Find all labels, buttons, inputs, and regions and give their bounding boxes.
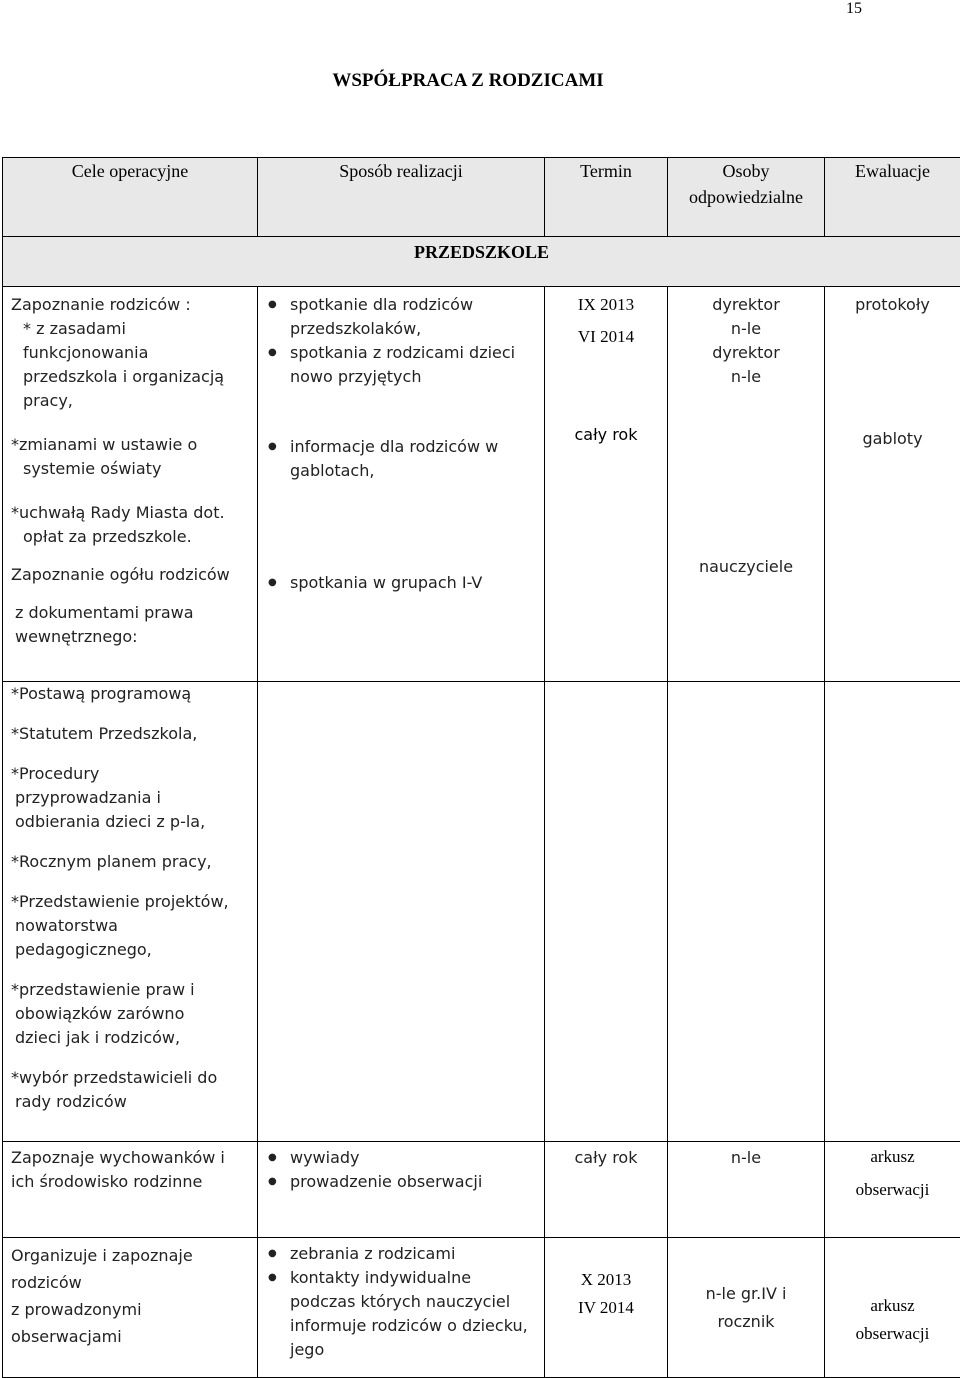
page-number: 15 — [846, 0, 862, 18]
responsible-cell — [668, 1238, 825, 1378]
evaluation-value: gabloty — [825, 427, 960, 451]
evaluation-value: arkusz — [825, 1146, 960, 1168]
term-value: IX 2013 — [545, 293, 667, 317]
term-cell — [545, 287, 668, 682]
term-cell — [545, 1238, 668, 1378]
table-row — [3, 682, 960, 1142]
cooperation-table — [2, 157, 960, 1378]
goal-line: obowiązków zarówno — [11, 1002, 253, 1026]
list-item: ● spotkanie dla rodziców przedszkolaków, — [290, 293, 540, 341]
method-list — [262, 1242, 540, 1362]
goal-line: *Procedury — [11, 762, 253, 786]
table-row — [3, 1142, 960, 1238]
goal-line: rady rodziców — [11, 1090, 253, 1114]
method-cell — [258, 1142, 545, 1238]
list-item: ● prowadzenie obserwacji — [290, 1170, 540, 1194]
evaluation-cell — [825, 1142, 960, 1238]
table-header-row — [3, 158, 960, 237]
header-evaluation: Ewaluacje — [825, 158, 960, 237]
goal-line: Zapoznanie ogółu rodziców — [11, 563, 253, 587]
goal-line: *Statutem Przedszkola, — [11, 722, 253, 746]
responsible-value: n-le — [668, 317, 824, 341]
term-cell — [545, 1142, 668, 1238]
responsible-value: n-le — [668, 365, 824, 389]
header-responsible — [668, 158, 825, 237]
list-item: ● informacje dla rodziców w gablotach, — [290, 435, 540, 483]
goal-cell — [3, 1142, 258, 1238]
goal-line: z prowadzonymi — [11, 1296, 253, 1323]
list-item: ● kontakty indywidualne podczas których nauczyciel informuje rodziców o dziecku, jego — [290, 1266, 540, 1362]
goal-cell — [3, 1238, 258, 1378]
goal-line: Zapoznanie rodziców : — [11, 293, 253, 317]
goal-line: systemie oświaty — [11, 457, 253, 481]
goal-line: przedszkola i organizacją — [11, 365, 253, 389]
goal-line: Organizuje i zapoznaje — [11, 1242, 253, 1269]
goal-line: funkcjonowania — [11, 341, 253, 365]
goal-line: Zapoznaje wychowanków i — [11, 1146, 253, 1170]
goal-line: *wybór przedstawicieli do — [11, 1066, 253, 1090]
list-item: ● spotkania z rodzicami dzieci nowo przyjętych — [290, 341, 540, 389]
responsible-cell — [668, 682, 825, 1142]
method-cell — [258, 287, 545, 682]
responsible-cell — [668, 287, 825, 682]
goal-line: *uchwałą Rady Miasta dot. — [11, 501, 253, 525]
evaluation-cell — [825, 287, 960, 682]
method-list — [262, 571, 540, 595]
list-item: ● zebrania z rodzicami — [290, 1242, 540, 1266]
goal-line: pracy, — [11, 389, 253, 413]
goal-cell — [3, 287, 258, 682]
goal-line: * z zasadami — [11, 317, 253, 341]
term-value: X 2013 — [545, 1266, 667, 1294]
table-row — [3, 287, 960, 682]
goal-item — [11, 722, 253, 746]
goal-line: opłat za przedszkole. — [11, 525, 253, 549]
term-value: cały rok — [545, 1146, 667, 1170]
goal-line: *przedstawienie praw i — [11, 978, 253, 1002]
term-cell — [545, 682, 668, 1142]
term-value: IV 2014 — [545, 1294, 667, 1322]
evaluation-value: obserwacji — [825, 1320, 960, 1348]
responsible-value: n-le — [668, 1146, 824, 1170]
responsible-value: nauczyciele — [668, 555, 824, 579]
document-title: WSPÓŁPRACA Z RODZICAMI — [0, 70, 936, 92]
goal-line: odbierania dzieci z p-la, — [11, 810, 253, 834]
goal-line: wewnętrznego: — [11, 625, 253, 649]
responsible-value: dyrektor — [668, 341, 824, 365]
section-title: PRZEDSZKOLE — [3, 237, 960, 287]
list-item: ● spotkania w grupach I-V — [290, 571, 540, 595]
goal-line: *Rocznym planem pracy, — [11, 850, 253, 874]
goal-line: *zmianami w ustawie o — [11, 433, 253, 457]
method-list — [262, 435, 540, 483]
goal-line: z dokumentami prawa — [11, 601, 253, 625]
goal-item — [11, 978, 253, 1050]
goal-item — [11, 682, 253, 706]
goal-line: rodziców — [11, 1269, 253, 1296]
goal-item — [11, 890, 253, 962]
method-cell — [258, 1238, 545, 1378]
goal-cell — [3, 682, 258, 1142]
goal-item — [11, 850, 253, 874]
header-responsible-line2: odpowiedzialne — [668, 184, 824, 210]
evaluation-value: protokoły — [825, 293, 960, 317]
goal-line: dzieci jak i rodziców, — [11, 1026, 253, 1050]
goal-line: obserwacjami — [11, 1323, 253, 1350]
header-responsible-line1: Osoby — [668, 158, 824, 184]
evaluation-value: obserwacji — [825, 1168, 960, 1212]
goal-item — [11, 762, 253, 834]
header-goals: Cele operacyjne — [3, 158, 258, 237]
method-cell — [258, 682, 545, 1142]
evaluation-cell — [825, 682, 960, 1142]
goal-line: pedagogicznego, — [11, 938, 253, 962]
method-list — [262, 1146, 540, 1194]
evaluation-cell — [825, 1238, 960, 1378]
goal-line: ich środowisko rodzinne — [11, 1170, 253, 1194]
method-list — [262, 293, 540, 389]
header-term: Termin — [545, 158, 668, 237]
responsible-value: dyrektor — [668, 293, 824, 317]
responsible-value: n-le gr.IV i — [668, 1280, 824, 1308]
goal-line: przyprowadzania i — [11, 786, 253, 810]
goal-item — [11, 1066, 253, 1114]
responsible-value: rocznik — [668, 1308, 824, 1336]
evaluation-value: arkusz — [825, 1292, 960, 1320]
section-row — [3, 237, 960, 287]
goal-line: *Przedstawienie projektów, — [11, 890, 253, 914]
list-item: ● wywiady — [290, 1146, 540, 1170]
header-method: Sposób realizacji — [258, 158, 545, 237]
goal-line: nowatorstwa — [11, 914, 253, 938]
goal-line: *Postawą programową — [11, 682, 253, 706]
table-row — [3, 1238, 960, 1378]
term-value: VI 2014 — [545, 317, 667, 357]
responsible-cell — [668, 1142, 825, 1238]
term-value: cały rok — [545, 425, 667, 444]
